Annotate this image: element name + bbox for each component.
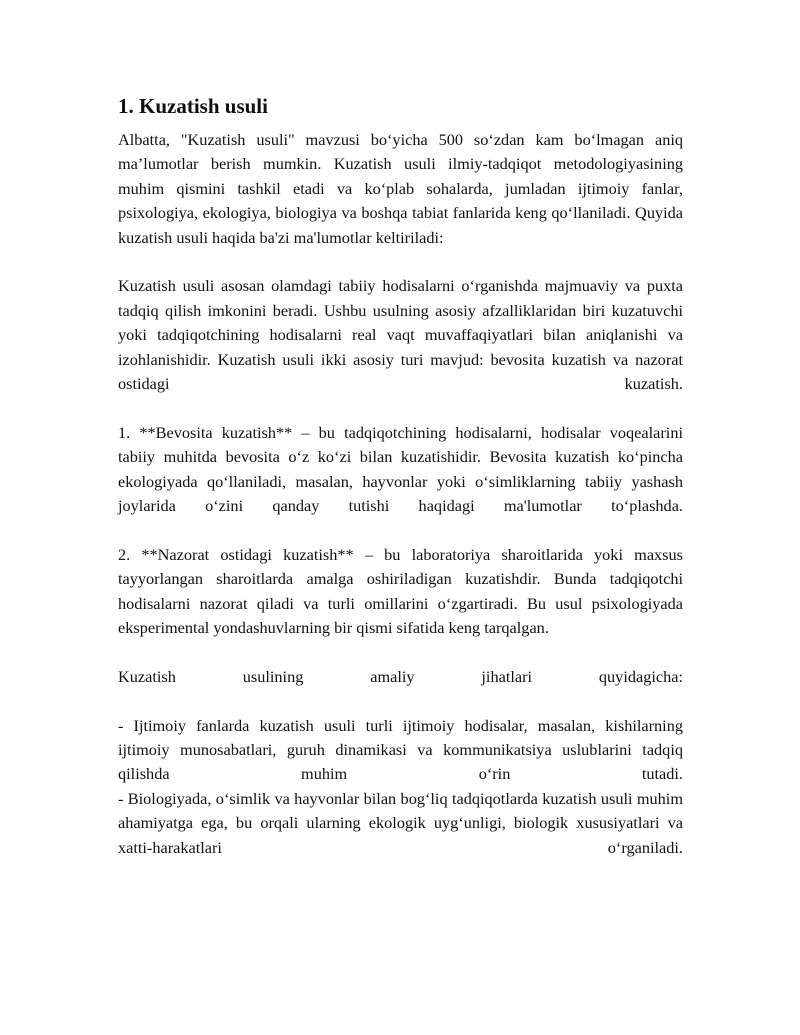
- list-item-biology: - Biologiyada, o‘simlik va hayvonlar bilan bog‘liq tadqiqotlarda kuzatish usuli muhim ahamiyatga ega, bu orqali ularning ekologik uyg‘unligi, biologik xususiyatlari va xatti-harakatlari o‘rganiladi.: [118, 788, 683, 857]
- list-item-social-sciences: - Ijtimoiy fanlarda kuzatish usuli turli ijtimoiy hodisalar, masalan, kishilarning ijtimoiy munosabatlari, guruh dinamikasi va kommunikatsiya uslublarini tadqiq qilishda muhim o‘rin tutadi.: [118, 715, 683, 784]
- paragraph-intro: Albatta, "Kuzatish usuli" mavzusi bo‘yicha 500 so‘zdan kam bo‘lmagan aniq ma’lumotlar berish mumkin. Kuzatish usuli ilmiy-tadqiqot metodologiyasining muhim qismini tashkil etadi va ko‘plab sohalarda, jumladan ijtimoiy fanlar, psixologiya, ekologiya, biologiya va boshqa tabiat fanlarida keng qo‘llaniladi. Quyida kuzatish usuli haqida ba'zi ma'lumotlar keltiriladi:: [118, 130, 683, 247]
- paragraph-overview: Kuzatish usuli asosan olamdagi tabiiy hodisalarni o‘rganishda majmuaviy va puxta tadqiq qilish imkonini beradi. Ushbu usulning asosiy afzalliklaridan biri kuzatuvchi yoki tadqiqotchining hodisalarni real vaqt muvaffaqiyatlari bilan aniqlanishi va izohlanishidir. Kuzatish usuli ikki asosiy turi mavjud: bevosita kuzatish va nazorat ostidagi kuzatish.: [118, 276, 683, 394]
- document-page: [118, 92, 683, 885]
- bullet-list: [118, 714, 683, 860]
- paragraph-practical-aspects: Kuzatish usulining amaliy jihatlari quyidagicha:: [118, 666, 683, 686]
- paragraph-direct-observation: 1. **Bevosita kuzatish** – bu tadqiqotchining hodisalarni, hodisalar voqealarini tabiiy muhitda bevosita o‘z ko‘zi bilan kuzatishidir. Bevosita kuzatish ko‘pincha ekologiyada qo‘llaniladi, masalan, hayvonlar yoki o‘simliklarning tabiiy yashash joylarida o‘zini qanday tutishi haqidagi ma'lumotlar to‘plashda.: [118, 422, 683, 516]
- section-heading: 1. Kuzatish usuli: [118, 94, 268, 118]
- paragraph-controlled-observation: 2. **Nazorat ostidagi kuzatish** – bu laboratoriya sharoitlarida yoki maxsus tayyorlangan sharoitlarda amalga oshiriladigan kuzatishdir. Bunda tadqiqotchi hodisalarni nazorat qiladi va turli omillarini o‘zgartiradi. Bu usul psixologiyada eksperimental yondashuvlarning bir qismi sifatida keng tarqalgan.: [118, 544, 683, 638]
